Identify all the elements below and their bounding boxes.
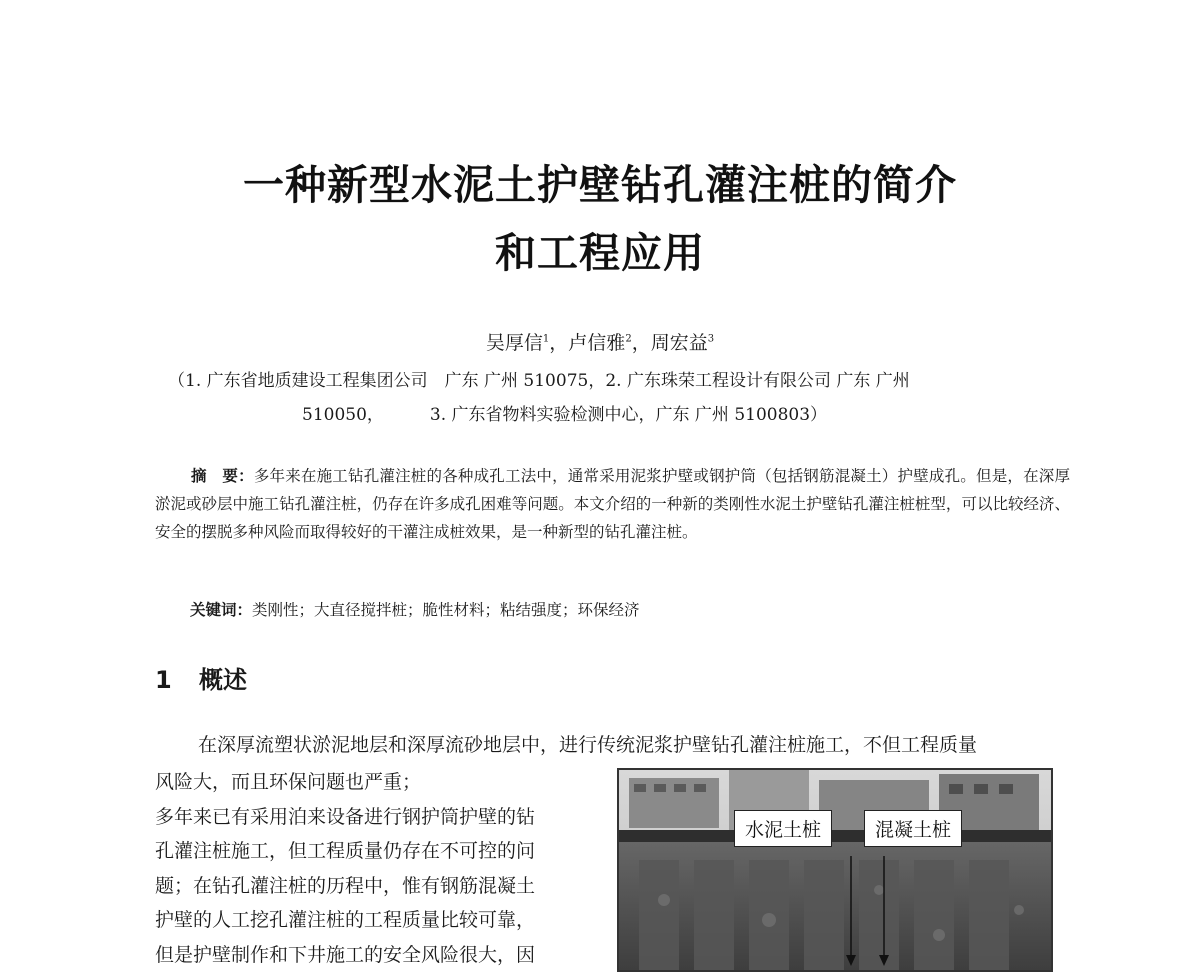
section-number: 1 bbox=[155, 666, 199, 694]
body-line: 题；在钻孔灌注桩的历程中，惟有钢筋混凝土 bbox=[155, 869, 587, 904]
author-affil-mark: 1 bbox=[543, 334, 549, 345]
abstract-text: 多年来在施工钻孔灌注桩的各种成孔工法中，通常采用泥浆护壁或钢护筒（包括钢筋混凝土）护壁成孔。但是，在深厚淤泥或砂层中施工钻孔灌注桩，仍存在许多成孔困难等问题。本文介绍的一种新的类刚性水泥土护壁钻孔灌注桩桩型，可以比较经济、安全的摆脱多种风险而取得较好的干灌注成桩效果，是一种新型的钻孔灌注桩。 bbox=[155, 467, 1070, 541]
section-title: 概述 bbox=[199, 666, 247, 694]
site-photo bbox=[619, 770, 1051, 970]
author-name: 吴厚信 bbox=[486, 332, 543, 354]
body-line: 但是护壁制作和下井施工的安全风险很大，因 bbox=[155, 938, 587, 972]
site-photo-figure bbox=[617, 768, 1053, 972]
body-line: 孔灌注桩施工，但工程质量仍存在不可控的问 bbox=[155, 834, 587, 869]
author-affil-mark: 3 bbox=[708, 334, 714, 345]
author-name: 周宏益 bbox=[651, 332, 708, 354]
body-line: 多年来已有采用泊来设备进行钢护筒护壁的钻 bbox=[155, 800, 587, 835]
affiliation-postcode: 510050， bbox=[302, 405, 384, 425]
affiliation-3: 3. 广东省物料实验检测中心，广东 广州 5100803） bbox=[430, 405, 827, 425]
abstract bbox=[155, 462, 1070, 546]
section-heading bbox=[155, 660, 247, 695]
abstract-label: 摘 要： bbox=[191, 467, 254, 485]
keywords-label: 关键词： bbox=[190, 601, 252, 619]
affiliation-line-2 bbox=[302, 400, 827, 425]
body-line: 护壁的人工挖孔灌注桩的工程质量比较可靠， bbox=[155, 903, 587, 938]
figure-label-cement-soil-pile: 水泥土桩 bbox=[734, 810, 832, 847]
body-column bbox=[155, 765, 587, 972]
body-line: 风险大，而且环保问题也严重； bbox=[155, 765, 587, 800]
keywords-text: 类刚性；大直径搅拌桩；脆性材料；粘结强度；环保经济 bbox=[252, 601, 640, 619]
paper-title-line-2: 和工程应用 bbox=[0, 220, 1200, 279]
figure-label-concrete-pile: 混凝土桩 bbox=[864, 810, 962, 847]
author-affil-mark: 2 bbox=[625, 334, 631, 345]
author-separator: ， bbox=[549, 332, 568, 354]
keywords bbox=[190, 598, 640, 620]
author-name: 卢信雅 bbox=[568, 332, 625, 354]
paper-title-line-1: 一种新型水泥土护壁钻孔灌注桩的简介 bbox=[0, 152, 1200, 211]
affiliation-line-1: （1. 广东省地质建设工程集团公司 广东 广州 510075，2. 广东珠荣工程设计有限公司 广东 广州 bbox=[168, 366, 910, 391]
author-list bbox=[0, 328, 1200, 355]
body-first-line: 在深厚流塑状淤泥地层和深厚流砂地层中，进行传统泥浆护壁钻孔灌注桩施工，不但工程质量 bbox=[198, 730, 977, 757]
author-separator: ， bbox=[632, 332, 651, 354]
